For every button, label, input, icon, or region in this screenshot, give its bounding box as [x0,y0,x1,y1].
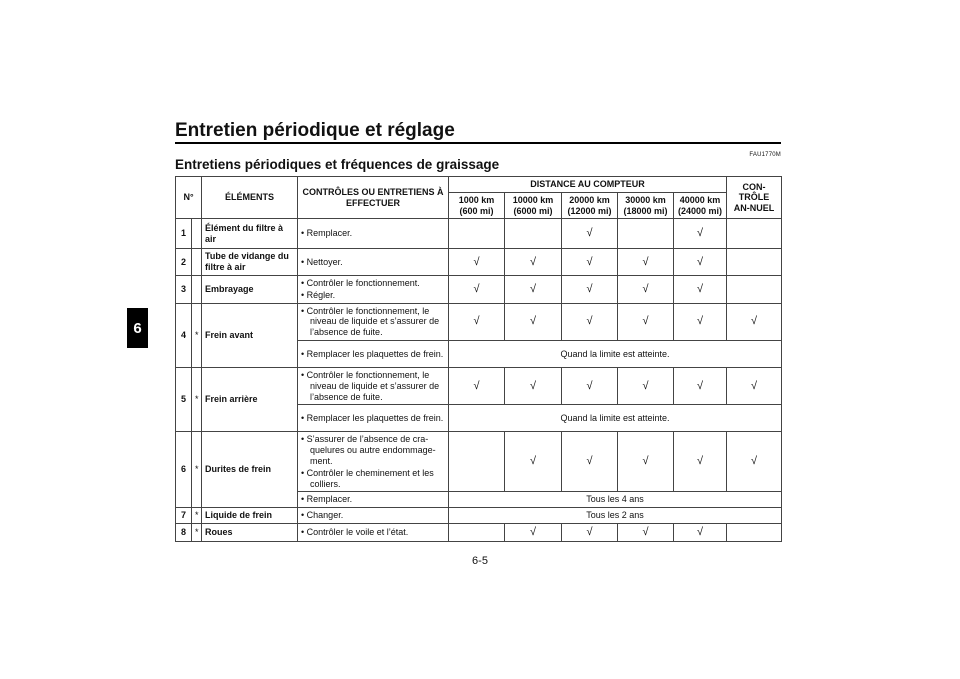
check-mark-cell: √ [562,523,618,541]
control-actions [298,367,449,404]
check-mark-cell: √ [618,275,674,303]
action-text: • Remplacer. [301,494,353,505]
interval-note: Tous les 4 ans [449,492,782,508]
item-name: Liquide de frein [202,508,298,524]
dealer-service-marker: * [192,303,202,367]
check-mark-cell: √ [505,303,562,340]
action-text: • Remplacer les plaquettes de frein. [301,348,444,359]
check-mark-cell: √ [618,249,674,276]
check-mark-cell: √ [674,275,727,303]
item-number: 3 [176,275,192,303]
dealer-service-marker: * [192,367,202,431]
action-text: • Changer. [301,510,344,521]
check-mark-cell: √ [449,303,505,340]
action-text: • Contrôler le fonctionnement, le niveau de liquide et s’assurer de l’absence de fuite. [301,305,440,338]
check-mark-cell: √ [505,249,562,276]
check-mark-cell: √ [727,432,782,492]
action-text: • Contrôler le fonctionnement. [301,277,420,288]
dealer-service-marker [192,219,202,249]
item-name: Roues [202,523,298,541]
action-text: • Contrôler le cheminement et les colliers. [301,467,434,489]
check-mark-cell: √ [562,432,618,492]
check-mark-cell: √ [562,367,618,404]
check-mark-cell [727,523,782,541]
control-actions [298,492,449,508]
item-number: 7 [176,508,192,524]
item-name: Embrayage [202,275,298,303]
action-text: • Nettoyer. [301,256,343,267]
header-controls: CONTRÔLES OU ENTRETIENS À EFFECTUER [298,177,449,219]
check-mark-cell [449,219,505,249]
check-mark-cell: √ [449,249,505,276]
check-mark-cell [727,275,782,303]
check-mark-cell: √ [618,303,674,340]
header-annual: CON-TRÔLE AN-NUEL [727,177,782,219]
item-number: 8 [176,523,192,541]
check-mark-cell: √ [505,432,562,492]
check-mark-cell [449,523,505,541]
header-distance-cell: 10000 km (6000 mi) [505,192,562,219]
action-text: • Remplacer les plaquettes de frein. [301,412,444,423]
table-row [176,249,782,276]
control-actions [298,508,449,524]
check-mark-cell: √ [505,367,562,404]
check-mark-cell: √ [562,303,618,340]
interval-note: Tous les 2 ans [449,508,782,524]
control-actions [298,249,449,276]
control-actions [298,219,449,249]
control-actions [298,405,449,432]
control-actions [298,523,449,541]
dealer-service-marker [192,275,202,303]
control-actions [298,303,449,340]
table-row [176,219,782,249]
header-distance-cell: 20000 km (12000 mi) [562,192,618,219]
dealer-service-marker: * [192,523,202,541]
maintenance-table [175,176,782,542]
dealer-service-marker [192,249,202,276]
interval-note: Quand la limite est atteinte. [449,405,782,432]
table-row [176,508,782,524]
item-name: Frein avant [202,303,298,367]
check-mark-cell: √ [727,303,782,340]
page-number: 6-5 [472,555,488,567]
table-row [176,367,782,404]
check-mark-cell: √ [562,275,618,303]
check-mark-cell: √ [505,523,562,541]
chapter-tab: 6 [127,308,148,348]
item-name: Durites de frein [202,432,298,508]
title-rule [175,142,781,144]
check-mark-cell [727,249,782,276]
item-number: 6 [176,432,192,508]
check-mark-cell: √ [505,275,562,303]
check-mark-cell [449,432,505,492]
page-title: Entretien périodique et réglage [175,120,455,141]
check-mark-cell: √ [562,249,618,276]
table-body [176,219,782,542]
item-name: Tube de vidange du filtre à air [202,249,298,276]
action-text: • Contrôler le fonctionnement, le niveau de liquide et s’assurer de l’absence de fuite. [301,369,440,402]
control-actions [298,275,449,303]
action-text: • Remplacer. [301,228,353,239]
check-mark-cell: √ [674,523,727,541]
action-text: • S’assurer de l’absence de cra-quelures ou autre endommage-ment. [301,434,436,466]
interval-note: Quand la limite est atteinte. [449,340,782,367]
dealer-service-marker: * [192,508,202,524]
dealer-service-marker: * [192,432,202,508]
table-row [176,432,782,492]
header-distance-cell: 30000 km (18000 mi) [618,192,674,219]
item-number: 5 [176,367,192,431]
control-actions [298,340,449,367]
header-distance-cell: 40000 km (24000 mi) [674,192,727,219]
action-text: • Régler. [301,289,336,300]
check-mark-cell: √ [618,432,674,492]
check-mark-cell: √ [674,303,727,340]
table-header-row [176,177,782,193]
check-mark-cell: √ [674,219,727,249]
check-mark-cell: √ [449,275,505,303]
table-row [176,275,782,303]
check-mark-cell [505,219,562,249]
check-mark-cell [618,219,674,249]
action-text: • Contrôler le voile et l’état. [301,527,409,538]
document-code: FAU1770M [749,152,781,158]
item-name: Élément du filtre à air [202,219,298,249]
header-num: N° [176,177,202,219]
header-distance-cell: 1000 km (600 mi) [449,192,505,219]
item-name: Frein arrière [202,367,298,431]
check-mark-cell [727,219,782,249]
check-mark-cell: √ [562,219,618,249]
header-distance: DISTANCE AU COMPTEUR [449,177,727,193]
item-number: 2 [176,249,192,276]
check-mark-cell: √ [674,367,727,404]
check-mark-cell: √ [618,523,674,541]
header-elements: ÉLÉMENTS [202,177,298,219]
item-number: 4 [176,303,192,367]
check-mark-cell: √ [449,367,505,404]
item-number: 1 [176,219,192,249]
section-title: Entretiens périodiques et fréquences de graissage [175,157,500,172]
table-row [176,523,782,541]
check-mark-cell: √ [674,432,727,492]
check-mark-cell: √ [674,249,727,276]
check-mark-cell: √ [618,367,674,404]
table-row [176,303,782,340]
control-actions [298,432,449,492]
check-mark-cell: √ [727,367,782,404]
